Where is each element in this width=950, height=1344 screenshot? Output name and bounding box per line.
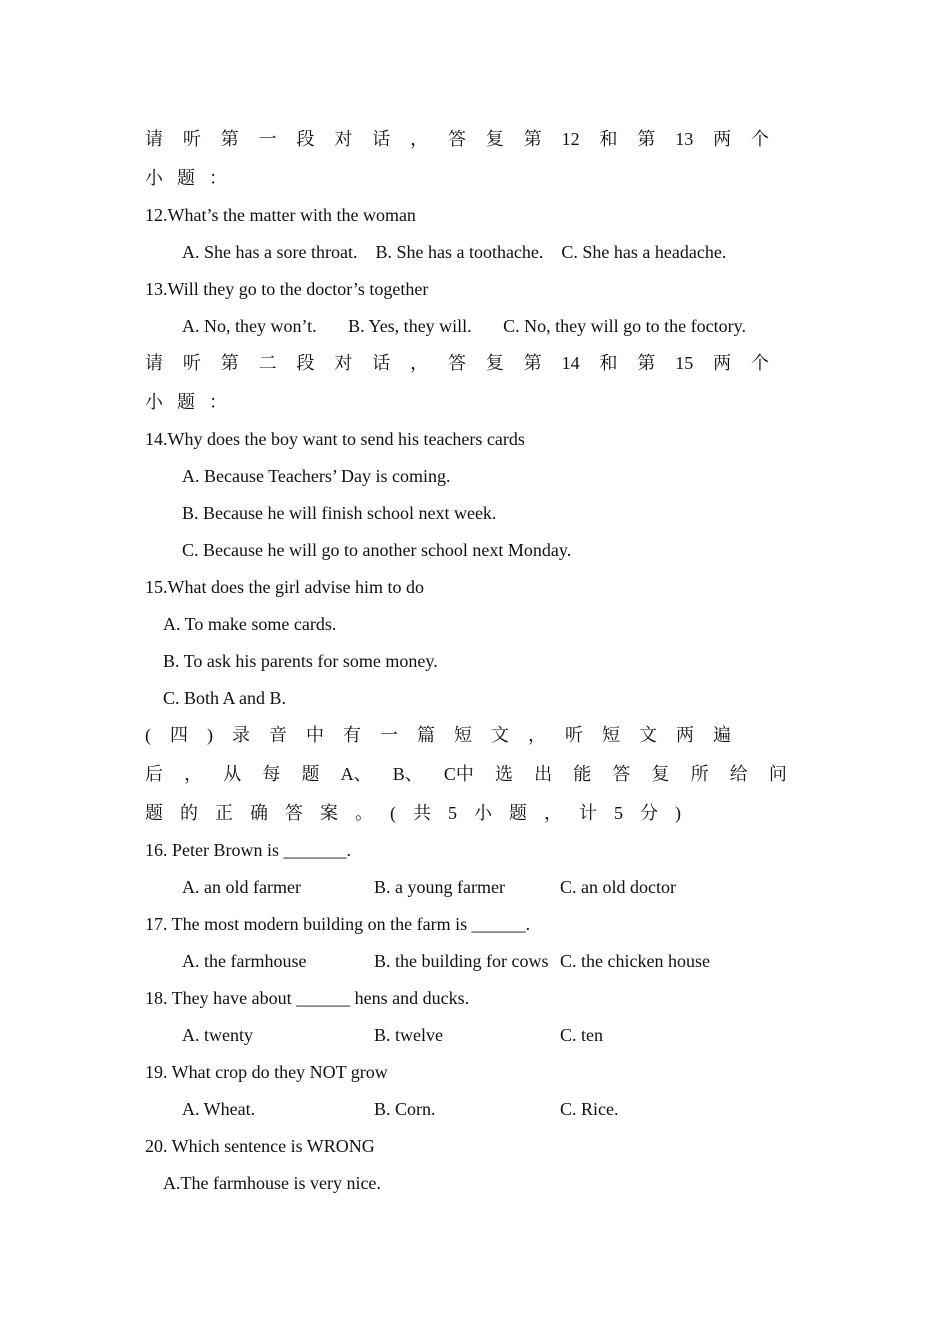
question-17-options [182, 949, 800, 973]
question-14-option-c: C. Because he will go to another school next Monday. [182, 540, 572, 560]
header-char: 选 [495, 764, 514, 784]
header-char: 第 [637, 353, 656, 373]
question-18-option-c: C. ten [560, 1025, 603, 1045]
header-char: 分 [640, 803, 658, 823]
question-19-option-c: C. Rice. [560, 1099, 619, 1119]
question-20: 20. Which sentence is WRONG [145, 1136, 375, 1156]
question-15: 15.What does the girl advise him to do [145, 577, 424, 597]
question-19: 19. What crop do they NOT grow [145, 1062, 388, 1082]
header-char: ： [209, 392, 227, 412]
header-char: 答 [448, 353, 466, 373]
header-char: 请 [145, 353, 163, 373]
header-char: ， [528, 725, 546, 745]
header-char: 话 [372, 129, 391, 149]
header-char: 确 [250, 803, 268, 823]
header-char: 复 [485, 353, 504, 373]
section2-header-line2 [145, 390, 227, 414]
header-char: 计 [579, 803, 597, 823]
question-17: 17. The most modern building on the farm is ______. [145, 914, 531, 934]
question-16-option-a: A. an old farmer [182, 877, 301, 897]
header-char: 对 [334, 353, 353, 373]
header-char: 5 [448, 803, 457, 823]
header-char: 第 [523, 353, 542, 373]
header-char: 二 [258, 353, 277, 373]
question-19-option-a: A. Wheat. [182, 1099, 256, 1119]
question-18: 18. They have about ______ hens and ducks. [145, 988, 470, 1008]
header-char: 两 [713, 129, 732, 149]
header-char: 从 [223, 764, 242, 784]
question-13: 13.Will they go to the doctor’s together [145, 279, 429, 299]
header-char: 正 [215, 803, 233, 823]
header-char: 第 [220, 129, 239, 149]
header-char: 13 [675, 129, 694, 149]
section4-header-line3 [145, 801, 681, 825]
header-char: 短 [454, 725, 472, 745]
question-18-option-a: A. twenty [182, 1025, 253, 1045]
question-14-option-b: B. Because he will finish school next week. [182, 503, 497, 523]
header-char: 录 [232, 725, 250, 745]
header-char: 听 [182, 129, 201, 149]
question-17-option-c: C. the chicken house [560, 951, 710, 971]
header-char: 题 [177, 392, 195, 412]
question-13-options: A. No, they won’t. B. Yes, they will. C. No, they will go to the foctory. [182, 316, 746, 336]
section4-header-line2 [145, 762, 787, 786]
question-16-option-b: B. a young farmer [374, 877, 505, 897]
header-char: 文 [639, 725, 657, 745]
header-char: 两 [676, 725, 694, 745]
question-18-option-b: B. twelve [374, 1025, 443, 1045]
header-char: 后 [145, 764, 163, 784]
header-char: 话 [372, 353, 391, 373]
header-char: 给 [729, 764, 748, 784]
header-char: 中 [306, 725, 324, 745]
section2-header-line1 [145, 351, 769, 375]
header-char: ， [544, 803, 562, 823]
header-char: 题 [509, 803, 527, 823]
question-15-option-c: C. Both A and B. [163, 688, 287, 708]
header-char: 遍 [713, 725, 731, 745]
question-14: 14.Why does the boy want to send his teachers cards [145, 429, 525, 449]
header-char: 请 [145, 129, 163, 149]
header-char: 有 [343, 725, 361, 745]
header-char: 音 [269, 725, 287, 745]
header-char: 5 [614, 803, 623, 823]
section1-header-line1 [145, 127, 769, 151]
header-char: 段 [296, 129, 315, 149]
header-char: 出 [534, 764, 553, 784]
question-12: 12.What’s the matter with the woman [145, 205, 416, 225]
header-char: 第 [523, 129, 542, 149]
header-char: 个 [751, 129, 769, 149]
header-char: 答 [612, 764, 631, 784]
header-char: 和 [599, 353, 618, 373]
header-char: ： [209, 168, 227, 188]
header-char: 第 [220, 353, 239, 373]
header-char: 小 [145, 168, 163, 188]
header-char: 题 [177, 168, 195, 188]
header-char: 小 [145, 392, 163, 412]
header-char: 个 [751, 353, 769, 373]
question-16: 16. Peter Brown is _______. [145, 840, 351, 860]
header-char: 的 [180, 803, 198, 823]
header-char: 对 [334, 129, 353, 149]
section4-header-line1 [145, 723, 731, 747]
question-19-option-b: B. Corn. [374, 1099, 436, 1119]
question-15-option-a: A. To make some cards. [163, 614, 337, 634]
header-char: 四 [170, 725, 188, 745]
header-char: 所 [690, 764, 709, 784]
section1-header-line2 [145, 166, 227, 190]
header-char: 14 [561, 353, 580, 373]
header-char: ( [145, 725, 151, 745]
header-char: ， [410, 353, 429, 373]
header-char: 听 [182, 353, 201, 373]
header-char: ( [390, 803, 396, 823]
header-char: 15 [675, 353, 694, 373]
question-17-option-b: B. the building for cows [374, 951, 549, 971]
question-19-options [182, 1097, 800, 1121]
header-char: B、 [392, 764, 423, 784]
header-char: ， [410, 129, 429, 149]
question-16-option-c: C. an old doctor [560, 877, 676, 897]
header-char: 12 [561, 129, 580, 149]
question-16-options [182, 875, 800, 899]
header-char: 复 [651, 764, 670, 784]
question-18-options [182, 1023, 800, 1047]
header-char: 问 [768, 764, 787, 784]
header-char: 案 [320, 803, 338, 823]
header-char: 。 [355, 803, 373, 823]
header-char: 和 [599, 129, 618, 149]
header-char: 复 [485, 129, 504, 149]
header-char: 文 [491, 725, 509, 745]
header-char: 能 [573, 764, 592, 784]
header-char: 一 [380, 725, 398, 745]
question-14-option-a: A. Because Teachers’ Day is coming. [182, 466, 451, 486]
header-char: 每 [262, 764, 281, 784]
header-char: A、 [340, 764, 372, 784]
header-char: ) [675, 803, 681, 823]
header-char: 段 [296, 353, 315, 373]
header-char: 篇 [417, 725, 435, 745]
header-char: 短 [602, 725, 620, 745]
question-17-option-a: A. the farmhouse [182, 951, 307, 971]
header-char: ， [184, 764, 203, 784]
header-char: 题 [145, 803, 163, 823]
header-char: ) [207, 725, 213, 745]
header-char: 一 [258, 129, 277, 149]
question-12-options: A. She has a sore throat. B. She has a toothache. C. She has a headache. [182, 242, 727, 262]
header-char: 答 [285, 803, 303, 823]
header-char: 共 [413, 803, 431, 823]
header-char: 题 [301, 764, 320, 784]
header-char: 第 [637, 129, 656, 149]
header-char: 听 [565, 725, 583, 745]
header-char: 答 [448, 129, 466, 149]
header-char: 两 [713, 353, 732, 373]
question-20-option-a: A.The farmhouse is very nice. [163, 1173, 381, 1193]
header-char: 小 [474, 803, 492, 823]
header-char: C中 [443, 764, 474, 784]
question-15-option-b: B. To ask his parents for some money. [163, 651, 438, 671]
